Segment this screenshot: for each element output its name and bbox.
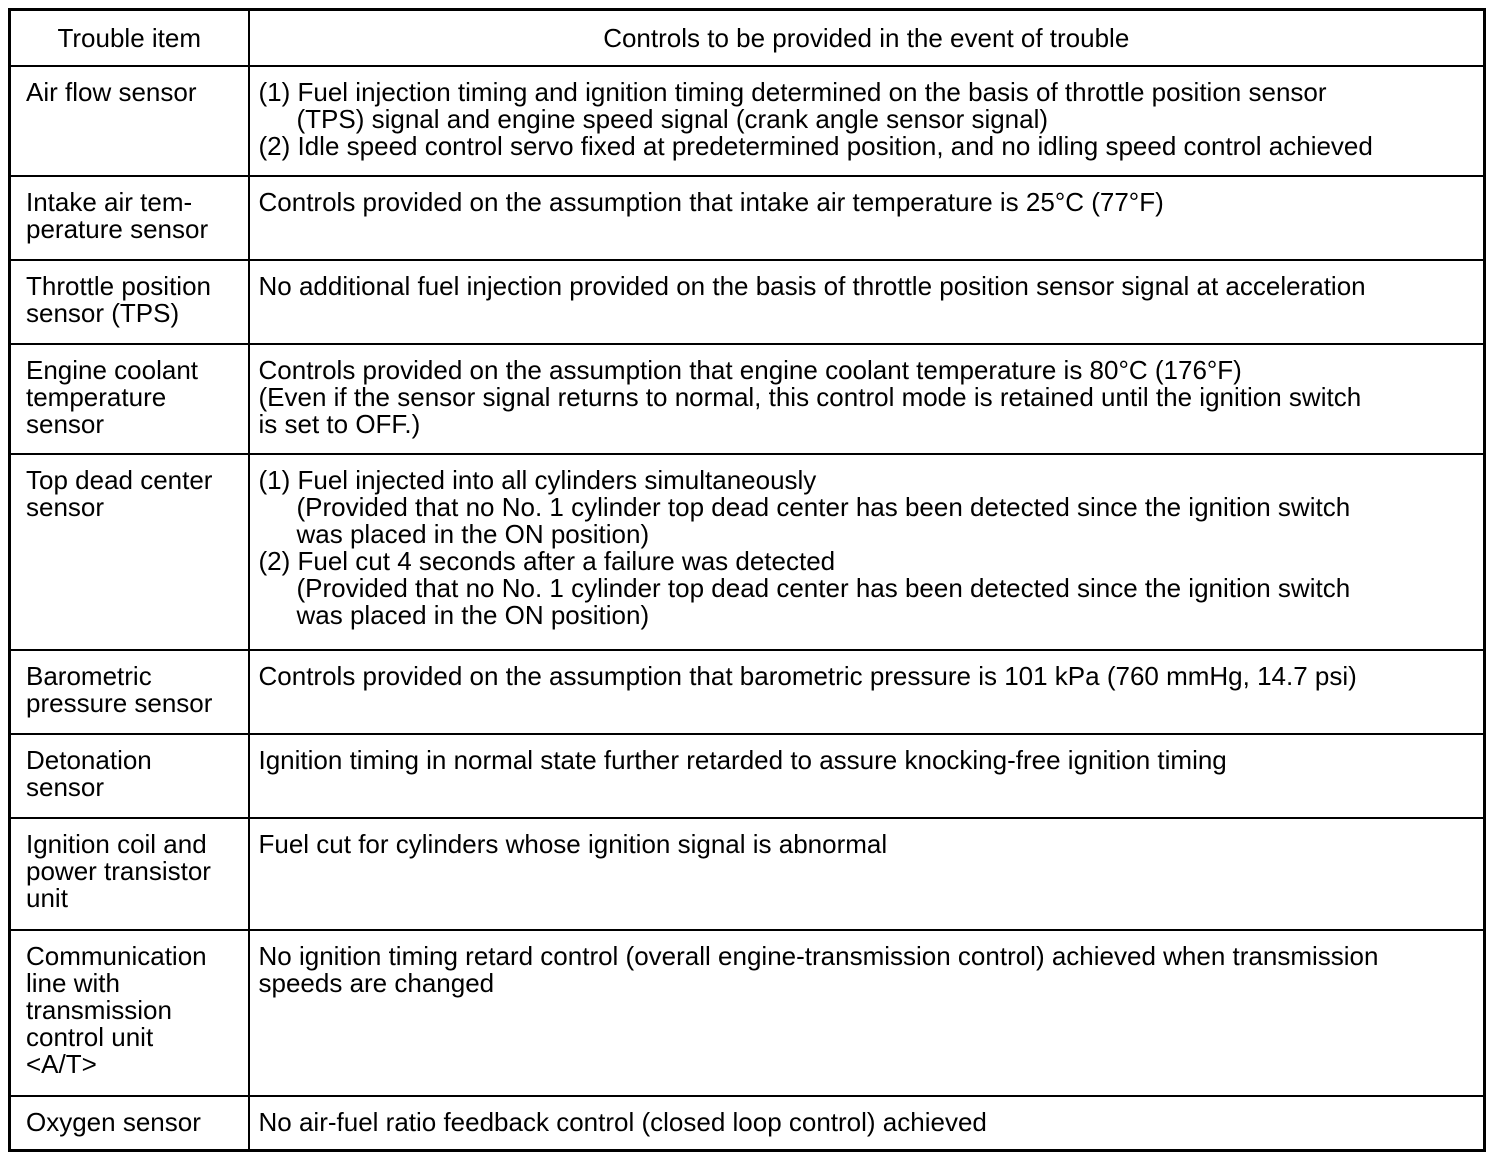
controls-text: was placed in the ON position) bbox=[296, 519, 650, 549]
trouble-item-text: temperature bbox=[26, 382, 167, 412]
header-trouble-item: Trouble item bbox=[10, 10, 249, 67]
controls-cell bbox=[249, 66, 1485, 176]
controls-text: is set to OFF.) bbox=[258, 409, 421, 439]
controls-cell bbox=[249, 1096, 1485, 1150]
controls-text: Controls provided on the assumption that intake air temperature is 25°C (77°F) bbox=[258, 187, 1164, 217]
trouble-item-text: transmission bbox=[26, 995, 172, 1025]
trouble-item-text: sensor bbox=[26, 409, 105, 439]
trouble-item-text: sensor bbox=[26, 492, 105, 522]
controls-text: was placed in the ON position) bbox=[296, 600, 650, 630]
controls-text: Controls provided on the assumption that engine coolant temperature is 80°C (176°F) bbox=[258, 355, 1242, 385]
trouble-item-text: Communication bbox=[26, 941, 207, 971]
controls-text: (Provided that no No. 1 cylinder top dead center has been detected since the ignition switch bbox=[296, 492, 1351, 522]
trouble-item-text: Barometric bbox=[26, 661, 152, 691]
controls-text: Controls provided on the assumption that barometric pressure is 101 kPa (760 mmHg, 14.7 psi) bbox=[258, 661, 1357, 691]
header-controls: Controls to be provided in the event of trouble bbox=[249, 10, 1485, 67]
table-row bbox=[10, 454, 1485, 650]
table-row bbox=[10, 930, 1485, 1096]
trouble-item-text: control unit bbox=[26, 1022, 154, 1052]
table-row bbox=[10, 344, 1485, 454]
table-row bbox=[10, 818, 1485, 930]
table-row bbox=[10, 1096, 1485, 1150]
trouble-item-text: Oxygen sensor bbox=[26, 1107, 201, 1137]
controls-text: (2) Fuel cut 4 seconds after a failure was detected bbox=[258, 546, 836, 576]
trouble-item-text: sensor bbox=[26, 772, 105, 802]
controls-text: No ignition timing retard control (overall engine-transmission control) achieved when transmission bbox=[258, 941, 1379, 971]
trouble-item-cell bbox=[10, 734, 249, 818]
table-row bbox=[10, 650, 1485, 734]
table-row bbox=[10, 260, 1485, 344]
controls-text: (TPS) signal and engine speed signal (crank angle sensor signal) bbox=[296, 104, 1049, 134]
trouble-item-text: unit bbox=[26, 883, 68, 913]
trouble-item-text: Engine coolant bbox=[26, 355, 199, 385]
table-row bbox=[10, 176, 1485, 260]
trouble-item-text: perature sensor bbox=[26, 214, 209, 244]
trouble-item-text: Throttle position bbox=[26, 271, 211, 301]
trouble-item-text: Air flow sensor bbox=[26, 77, 197, 107]
trouble-item-text: pressure sensor bbox=[26, 688, 213, 718]
trouble-item-text: <A/T> bbox=[26, 1049, 97, 1079]
controls-cell bbox=[249, 260, 1485, 344]
trouble-item-cell bbox=[10, 818, 249, 930]
trouble-item-text: Top dead center bbox=[26, 465, 213, 495]
controls-text: Ignition timing in normal state further retarded to assure knocking-free ignition timing bbox=[258, 745, 1227, 775]
trouble-item-cell bbox=[10, 454, 249, 650]
trouble-item-cell bbox=[10, 650, 249, 734]
controls-text: No additional fuel injection provided on the basis of throttle position sensor signal at acceleration bbox=[258, 271, 1366, 301]
trouble-item-cell bbox=[10, 260, 249, 344]
header-row bbox=[10, 10, 1485, 67]
controls-text: (2) Idle speed control servo fixed at predetermined position, and no idling speed control achieved bbox=[258, 131, 1373, 161]
controls-cell bbox=[249, 734, 1485, 818]
controls-text: (Provided that no No. 1 cylinder top dead center has been detected since the ignition switch bbox=[296, 573, 1351, 603]
table-row bbox=[10, 66, 1485, 176]
trouble-item-cell bbox=[10, 176, 249, 260]
controls-text: (1) Fuel injected into all cylinders simultaneously bbox=[258, 465, 817, 495]
trouble-item-cell bbox=[10, 930, 249, 1096]
trouble-item-text: Ignition coil and bbox=[26, 829, 207, 859]
controls-cell bbox=[249, 344, 1485, 454]
controls-text: (1) Fuel injection timing and ignition timing determined on the basis of throttle position sensor bbox=[258, 77, 1327, 107]
trouble-item-text: Intake air tem- bbox=[26, 187, 193, 217]
controls-text: Fuel cut for cylinders whose ignition signal is abnormal bbox=[258, 829, 888, 859]
trouble-item-cell bbox=[10, 344, 249, 454]
trouble-item-text: power transistor bbox=[26, 856, 211, 886]
controls-text: speeds are changed bbox=[258, 968, 495, 998]
controls-cell bbox=[249, 930, 1485, 1096]
controls-cell bbox=[249, 454, 1485, 650]
trouble-item-text: line with bbox=[26, 968, 120, 998]
controls-text: No air-fuel ratio feedback control (closed loop control) achieved bbox=[258, 1107, 987, 1137]
table-row bbox=[10, 734, 1485, 818]
controls-cell bbox=[249, 176, 1485, 260]
trouble-item-cell bbox=[10, 1096, 249, 1150]
trouble-item-text: sensor (TPS) bbox=[26, 298, 180, 328]
trouble-item-cell bbox=[10, 66, 249, 176]
trouble-controls-table bbox=[8, 8, 1486, 1152]
controls-cell bbox=[249, 650, 1485, 734]
trouble-item-text: Detonation bbox=[26, 745, 152, 775]
controls-text: (Even if the sensor signal returns to normal, this control mode is retained until the ignition switch bbox=[258, 382, 1362, 412]
controls-cell bbox=[249, 818, 1485, 930]
